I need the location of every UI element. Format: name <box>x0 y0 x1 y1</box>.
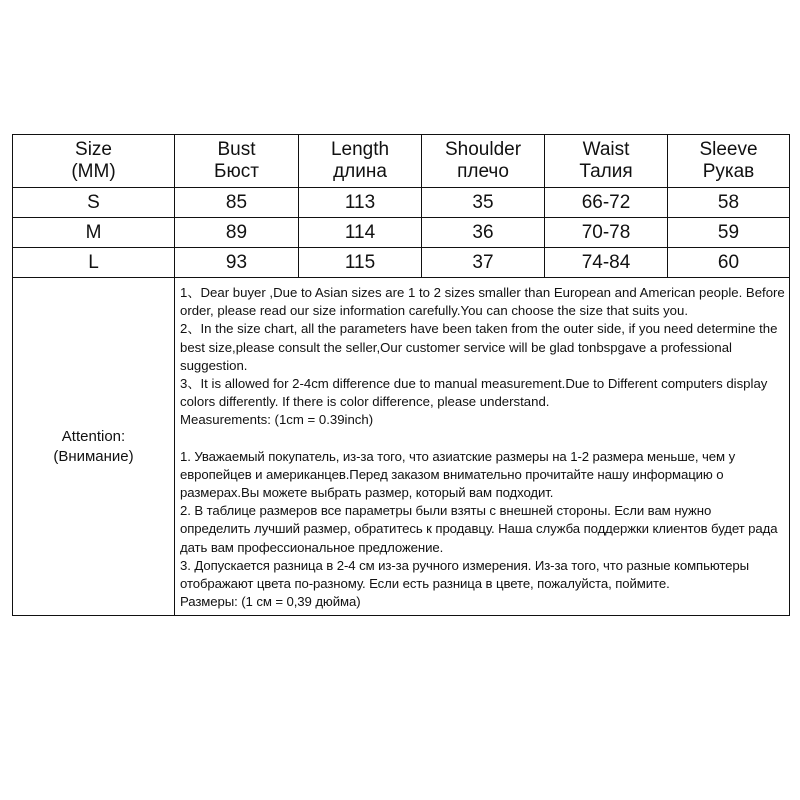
table-cell: 35 <box>422 188 545 218</box>
note-ru-2: 2. В таблице размеров все параметры были взяты с внешней стороны. Если вам нужно определить лучший размер, обратитесь к продавцу. Наша служба поддержки клиентов будет рада дать вам профессиональное предложение. <box>180 503 778 555</box>
table-cell: 115 <box>299 248 422 278</box>
table-cell: M <box>13 218 175 248</box>
header-en: Sleeve <box>699 139 758 160</box>
table-cell: 93 <box>175 248 299 278</box>
table-cell: 58 <box>668 188 790 218</box>
table-cell: 59 <box>668 218 790 248</box>
note-en-1: 1、Dear buyer ,Due to Asian sizes are 1 to 2 sizes smaller than European and American people. Before order, please read our size information carefully.You can choose the size that suits you. <box>180 285 785 319</box>
attention-label-ru: (Внимание) <box>53 447 134 465</box>
table-cell: 74-84 <box>545 248 668 278</box>
header-ru: Рукав <box>702 161 755 182</box>
table-row-m <box>13 218 790 248</box>
header-en: Bust <box>217 139 256 160</box>
header-cell-shoulder <box>422 135 545 188</box>
attention-label-en: Attention: <box>61 427 126 445</box>
table-cell: 36 <box>422 218 545 248</box>
header-cell-size <box>13 135 175 188</box>
table-cell: L <box>13 248 175 278</box>
header-cell-length <box>299 135 422 188</box>
header-en: Waist <box>582 139 630 160</box>
notes-spacer <box>180 430 785 448</box>
header-ru: плечо <box>457 161 509 182</box>
header-ru: длина <box>333 161 387 182</box>
header-cell-bust <box>175 135 299 188</box>
size-chart-table <box>12 134 790 616</box>
header-ru: Бюст <box>214 161 259 182</box>
table-cell: 85 <box>175 188 299 218</box>
table-cell: 60 <box>668 248 790 278</box>
table-cell: 89 <box>175 218 299 248</box>
table-cell: 114 <box>299 218 422 248</box>
table-row-s <box>13 188 790 218</box>
attention-label-cell <box>13 278 175 616</box>
note-ru-3: 3. Допускается разница в 2-4 см из-за ручного измерения. Из-за того, что разные компьютеры отображают цвета по-разному. Если есть разница в цвете, пожалуйста, поймите. <box>180 557 749 592</box>
note-en-3: 3、It is allowed for 2-4cm difference due to manual measurement.Due to Different computers display colors differently. If there is color difference, please understand. <box>180 376 768 410</box>
attention-row <box>13 278 790 616</box>
table-cell: 70-78 <box>545 218 668 248</box>
header-ru: (MM) <box>71 161 116 182</box>
note-en-2: 2、In the size chart, all the parameters have been taken from the outer side, if you need determine the best size,please consult the seller,Our customer service will be glad tonbspgave a professional suggestion. <box>180 321 778 373</box>
header-cell-waist <box>545 135 668 188</box>
table-cell: 66-72 <box>545 188 668 218</box>
note-en-measurements: Measurements: (1cm = 0.39inch) <box>180 412 374 428</box>
header-ru: Талия <box>579 161 633 182</box>
table-cell: S <box>13 188 175 218</box>
header-row <box>13 135 790 188</box>
table-cell: 113 <box>299 188 422 218</box>
table-row-l <box>13 248 790 278</box>
attention-notes-cell <box>175 278 790 616</box>
table-cell: 37 <box>422 248 545 278</box>
note-ru-measurements: Размеры: (1 см = 0,39 дюйма) <box>180 594 361 610</box>
note-ru-1: 1. Уважаемый покупатель, из-за того, что азиатские размеры на 1-2 размера меньше, чем у европейцев и американцев.Перед заказом внимательно прочитайте нашу информацию о размерах.Вы можете выбрать размер, который вам подходит. <box>180 448 736 501</box>
header-en: Length <box>330 139 390 160</box>
header-cell-sleeve <box>668 135 790 188</box>
header-en: Size <box>75 139 112 160</box>
header-en: Shoulder <box>444 139 522 160</box>
